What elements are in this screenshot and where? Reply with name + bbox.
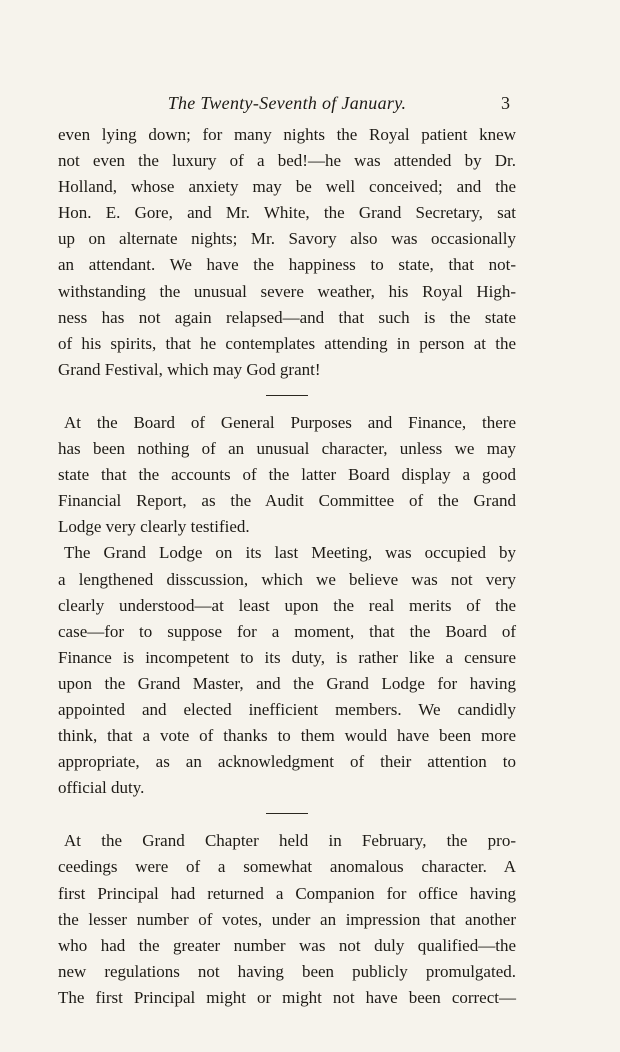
- section-divider: [266, 395, 308, 396]
- paragraph-board-finance: [58, 410, 516, 540]
- text-line: up on alternate nights; Mr. Savory also was occasionally: [58, 229, 516, 249]
- text-line: Grand Festival, which may God grant!: [58, 359, 321, 379]
- page-number: 3: [501, 93, 510, 113]
- text-line: a lengthened disscussion, which we believe was not very: [58, 569, 516, 589]
- text-line: of his spirits, that he contemplates attending in person at the: [58, 333, 516, 353]
- text-line: At the Grand Chapter held in February, the pro-: [64, 831, 516, 851]
- text-line: case—for to suppose for a moment, that the Board of: [58, 621, 516, 641]
- text-line: Holland, whose anxiety may be well conceived; and the: [58, 177, 516, 197]
- paragraph-grand-chapter: [58, 828, 516, 1011]
- text-line: think, that a vote of thanks to them would have been more: [58, 726, 516, 746]
- text-line: not even the luxury of a bed!—he was attended by Dr.: [58, 151, 516, 171]
- text-line: The Grand Lodge on its last Meeting, was occupied by: [64, 543, 516, 563]
- text-line: state that the accounts of the latter Board display a good: [58, 465, 516, 485]
- text-line: first Principal had returned a Companion for office having: [58, 883, 516, 903]
- body-text: [58, 122, 516, 1011]
- text-line: clearly understood—at least upon the real merits of the: [58, 595, 516, 615]
- text-line: official duty.: [58, 778, 145, 798]
- text-line: the lesser number of votes, under an impression that another: [58, 909, 516, 929]
- text-line: appropriate, as an acknowledgment of their attention to: [58, 752, 516, 772]
- section-divider: [266, 813, 308, 814]
- text-line: At the Board of General Purposes and Finance, there: [64, 412, 516, 432]
- text-line: ness has not again relapsed—and that such is the state: [58, 307, 516, 327]
- text-line: Finance is incompetent to its duty, is rather like a censure: [58, 647, 516, 667]
- text-line: ceedings were of a somewhat anomalous character. A: [58, 857, 516, 877]
- text-line: new regulations not having been publicly promulgated.: [58, 961, 516, 981]
- paragraph-grand-lodge: [58, 540, 516, 801]
- running-head: [58, 93, 516, 117]
- text-line: who had the greater number was not duly qualified—the: [58, 935, 516, 955]
- text-line: The first Principal might or might not have been correct—: [58, 987, 516, 1007]
- paragraph-royal-patient: [58, 122, 516, 383]
- running-title: The Twenty-Seventh of January.: [167, 93, 407, 113]
- text-line: appointed and elected inefficient members. We candidly: [58, 699, 516, 719]
- text-line: Lodge very clearly testified.: [58, 517, 250, 537]
- text-line: even lying down; for many nights the Royal patient knew: [58, 125, 516, 144]
- text-line: has been nothing of an unusual character, unless we may: [58, 439, 516, 459]
- text-line: upon the Grand Master, and the Grand Lodge for having: [58, 673, 516, 693]
- text-line: an attendant. We have the happiness to state, that not-: [58, 255, 516, 275]
- text-line: withstanding the unusual severe weather, his Royal High-: [58, 281, 516, 301]
- text-line: Hon. E. Gore, and Mr. White, the Grand Secretary, sat: [58, 203, 516, 223]
- text-line: Financial Report, as the Audit Committee of the Grand: [58, 491, 516, 511]
